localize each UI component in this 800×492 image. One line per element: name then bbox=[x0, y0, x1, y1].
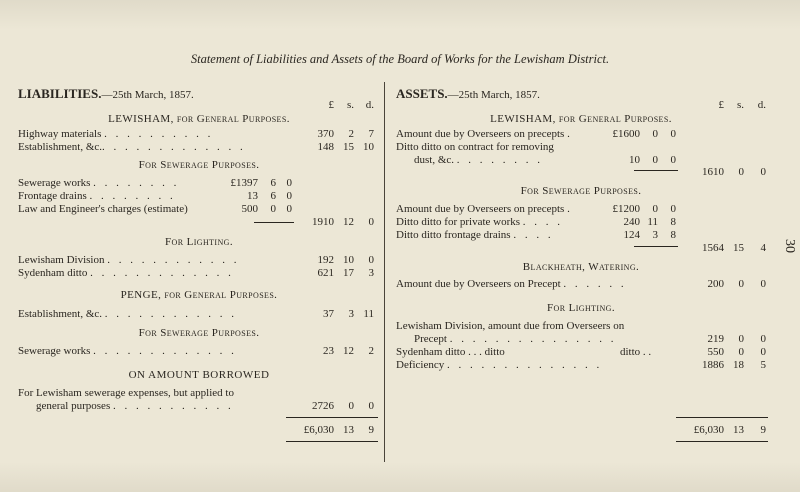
assets-sydenham-ditto: ditto bbox=[620, 346, 641, 358]
sewerage-total-shillings: 12 bbox=[343, 216, 354, 228]
blackheath-shillings: 0 bbox=[738, 278, 744, 290]
sewerage-works-pence: 0 bbox=[286, 177, 292, 189]
law-pence: 0 bbox=[286, 203, 292, 215]
lighting-line1: Lewisham Division, amount due from Overseers on bbox=[396, 320, 625, 332]
highway-pounds: 370 bbox=[317, 128, 334, 140]
col-pounds: £ bbox=[328, 99, 334, 111]
borrowed-shillings: 0 bbox=[348, 400, 354, 412]
assets-date: —25th March, 1857. bbox=[447, 89, 540, 101]
deficiency-pounds: 1886 bbox=[702, 359, 724, 371]
blackheath-pence: 0 bbox=[760, 278, 766, 290]
ditto-contract-pounds: 10 bbox=[629, 154, 640, 166]
lewisham-division-pence: 0 bbox=[368, 254, 374, 266]
private-works-pence: 8 bbox=[670, 216, 676, 228]
liabilities-total-pounds: £6,030 bbox=[303, 424, 334, 436]
private-works-label: Ditto ditto for private works . . . . bbox=[396, 216, 564, 228]
highway-text: Highway materials bbox=[18, 128, 102, 140]
ditto-contract-shillings: 0 bbox=[652, 154, 658, 166]
borrowed-line2: general purposes . . . . . . . . . . . bbox=[36, 400, 234, 412]
highway-pence: 7 bbox=[368, 128, 374, 140]
page-shading-bottom bbox=[0, 462, 800, 492]
assets-sydenham-pence: 0 bbox=[760, 346, 766, 358]
frontage-pounds: 13 bbox=[247, 190, 258, 202]
column-divider bbox=[384, 82, 385, 462]
assets-sewerage-total-shillings: 15 bbox=[733, 242, 744, 254]
penge-establishment-pounds: 37 bbox=[323, 308, 334, 320]
establishment-shillings: 15 bbox=[343, 141, 354, 153]
sewerage-works-label: Sewerage works . . . . . . . . bbox=[18, 177, 180, 189]
assets-total-rule-bottom bbox=[676, 441, 768, 442]
borrowed-pounds: 2726 bbox=[312, 400, 334, 412]
penge-establishment-text: Establishment, &c. bbox=[18, 308, 103, 320]
establishment-text: Establishment, &c. bbox=[18, 141, 103, 153]
assets-frontage-pence: 8 bbox=[670, 229, 676, 241]
ditto-contract-pence: 0 bbox=[670, 154, 676, 166]
establishment-pounds: 148 bbox=[317, 141, 334, 153]
sewerage-works-text: Sewerage works bbox=[18, 177, 91, 189]
penge-sewerage-label: Sewerage works . . . . . . . . . . . . . bbox=[18, 345, 237, 357]
sewerage-total-pounds: 1910 bbox=[312, 216, 334, 228]
sew-overseers-text: Amount due by Overseers on precepts bbox=[396, 203, 565, 215]
borrowed-line2-text: general purposes bbox=[36, 400, 111, 412]
sew-overseers-pounds: £1200 bbox=[612, 203, 640, 215]
deficiency-text: Deficiency bbox=[396, 359, 445, 371]
frontage-pence: 0 bbox=[286, 190, 292, 202]
page-number: 30 bbox=[782, 239, 797, 253]
page-title: Statement of Liabilities and Assets of the Board of Works for the Lewisham District. bbox=[190, 52, 610, 66]
penge-establishment-shillings: 3 bbox=[348, 308, 354, 320]
penge-sewerage-shillings: 12 bbox=[343, 345, 354, 357]
assets-col-shillings: s. bbox=[736, 99, 744, 111]
overseers-pounds: £1600 bbox=[612, 128, 640, 140]
lewisham-division-pounds: 192 bbox=[317, 254, 334, 266]
assets-total-rule-top bbox=[676, 417, 768, 418]
assets-frontage-pounds: 124 bbox=[623, 229, 640, 241]
general-total-pence: 0 bbox=[760, 166, 766, 178]
assets-lewisham-general-heading: LEWISHAM, for General Purposes. bbox=[490, 113, 672, 125]
assets-col-pence: d. bbox=[757, 99, 766, 111]
lighting-pounds: 219 bbox=[707, 333, 724, 345]
lighting-line2: Precept . . . . . . . . . . . . . . . bbox=[414, 333, 617, 345]
sydenham-pence: 3 bbox=[368, 267, 374, 279]
overseers-label: Amount due by Overseers on precepts . bbox=[396, 128, 570, 140]
penge-establishment-label: Establishment, &c. . . . . . . . . . . . . bbox=[18, 308, 238, 320]
assets-sydenham-pounds: 550 bbox=[707, 346, 724, 358]
deficiency-shillings: 18 bbox=[733, 359, 744, 371]
sew-overseers-pence: 0 bbox=[670, 203, 676, 215]
blackheath-text: Amount due by Overseers on Precept bbox=[396, 278, 561, 290]
sydenham-text: Sydenham ditto bbox=[18, 267, 88, 279]
lighting-heading: For Lighting. bbox=[165, 236, 233, 248]
lewisham-division-text: Lewisham Division bbox=[18, 254, 105, 266]
sydenham-shillings: 17 bbox=[343, 267, 354, 279]
penge-sewerage-pounds: 23 bbox=[323, 345, 334, 357]
general-total-pounds: 1610 bbox=[702, 166, 724, 178]
assets-sewerage-heading: For Sewerage Purposes. bbox=[520, 185, 642, 197]
sew-overseers-label: Amount due by Overseers on precepts . bbox=[396, 203, 570, 215]
total-rule-bottom bbox=[286, 441, 378, 442]
assets-frontage-label: Ditto ditto frontage drains . . . . bbox=[396, 229, 554, 241]
lewisham-general-heading: LEWISHAM, for General Purposes. bbox=[108, 113, 290, 125]
frontage-label: Frontage drains . . . . . . . . bbox=[18, 190, 176, 202]
lighting-shillings: 0 bbox=[738, 333, 744, 345]
private-works-shillings: 11 bbox=[647, 216, 658, 228]
ditto-contract-text: dust, &c. bbox=[414, 154, 455, 166]
assets-frontage-text: Ditto ditto frontage drains bbox=[396, 229, 511, 241]
assets-subtotal-rule-1 bbox=[634, 170, 678, 171]
deficiency-pence: 5 bbox=[760, 359, 766, 371]
page-shading-top bbox=[0, 0, 800, 30]
liabilities-date: —25th March, 1857. bbox=[101, 89, 194, 101]
assets-total-pounds: £6,030 bbox=[693, 424, 724, 436]
assets-total-pence: 9 bbox=[760, 424, 766, 436]
law-shillings: 0 bbox=[270, 203, 276, 215]
law-label: Law and Engineer's charges (estimate) bbox=[18, 203, 188, 215]
sewerage-total-pence: 0 bbox=[368, 216, 374, 228]
liabilities-total-shillings: 13 bbox=[343, 424, 354, 436]
private-works-pounds: 240 bbox=[623, 216, 640, 228]
liabilities-total-pence: 9 bbox=[368, 424, 374, 436]
liabilities-heading bbox=[18, 86, 194, 102]
lewisham-division-label: Lewisham Division . . . . . . . . . . . . bbox=[18, 254, 240, 266]
blackheath-label: Amount due by Overseers on Precept . . . . . . bbox=[396, 278, 627, 290]
sewerage-works-shillings: 6 bbox=[270, 177, 276, 189]
borrowed-line1: For Lewisham sewerage expenses, but applied to bbox=[18, 387, 234, 399]
overseers-pence: 0 bbox=[670, 128, 676, 140]
sewerage-works-pounds: £1397 bbox=[230, 177, 258, 189]
sewerage-heading: For Sewerage Purposes. bbox=[138, 159, 260, 171]
frontage-shillings: 6 bbox=[270, 190, 276, 202]
total-rule-top bbox=[286, 417, 378, 418]
subtotal-rule bbox=[254, 222, 294, 223]
col-shillings: s. bbox=[346, 99, 354, 111]
sew-overseers-shillings: 0 bbox=[652, 203, 658, 215]
establishment-pence: 10 bbox=[363, 141, 374, 153]
assets-frontage-shillings: 3 bbox=[652, 229, 658, 241]
penge-sewerage-pence: 2 bbox=[368, 345, 374, 357]
assets-total-shillings: 13 bbox=[733, 424, 744, 436]
assets-title: ASSETS. bbox=[396, 86, 448, 101]
law-pounds: 500 bbox=[241, 203, 258, 215]
private-works-text: Ditto ditto for private works bbox=[396, 216, 521, 228]
ditto-contract-line2: dust, &c. . . . . . . . . bbox=[414, 154, 544, 166]
lighting-line2-text: Precept bbox=[414, 333, 447, 345]
assets-heading bbox=[396, 86, 540, 102]
lighting-pence: 0 bbox=[760, 333, 766, 345]
penge-sewerage-text: Sewerage works bbox=[18, 345, 91, 357]
assets-sydenham-shillings: 0 bbox=[738, 346, 744, 358]
overseers-text: Amount due by Overseers on precepts bbox=[396, 128, 565, 140]
assets-sewerage-total-pence: 4 bbox=[760, 242, 766, 254]
highway-label: Highway materials . . . . . . . . . . bbox=[18, 128, 214, 140]
frontage-text: Frontage drains bbox=[18, 190, 87, 202]
penge-heading: PENGE, for General Purposes. bbox=[120, 289, 278, 301]
assets-sydenham-label: Sydenham ditto . . . ditto bbox=[396, 346, 505, 358]
assets-sewerage-total-pounds: 1564 bbox=[702, 242, 724, 254]
overseers-shillings: 0 bbox=[652, 128, 658, 140]
borrowed-heading: ON AMOUNT BORROWED bbox=[128, 369, 270, 381]
borrowed-pence: 0 bbox=[368, 400, 374, 412]
assets-sydenham-label2: ditto . . bbox=[620, 346, 652, 358]
penge-establishment-pence: 11 bbox=[363, 308, 374, 320]
general-total-shillings: 0 bbox=[738, 166, 744, 178]
sydenham-label: Sydenham ditto . . . . . . . . . . . . . bbox=[18, 267, 234, 279]
blackheath-pounds: 200 bbox=[707, 278, 724, 290]
penge-sewerage-heading: For Sewerage Purposes. bbox=[138, 327, 260, 339]
assets-subtotal-rule-2 bbox=[634, 246, 678, 247]
lewisham-division-shillings: 10 bbox=[343, 254, 354, 266]
assets-col-pounds: £ bbox=[718, 99, 724, 111]
col-pence: d. bbox=[365, 99, 374, 111]
establishment-label: Establishment, &c.. . . . . . . . . . . . . bbox=[18, 141, 246, 153]
sydenham-pounds: 621 bbox=[317, 267, 334, 279]
liabilities-title: LIABILITIES. bbox=[18, 86, 102, 101]
highway-shillings: 2 bbox=[348, 128, 354, 140]
deficiency-label: Deficiency . . . . . . . . . . . . . . bbox=[396, 359, 603, 371]
assets-lighting-heading: For Lighting. bbox=[547, 302, 615, 314]
blackheath-heading: Blackheath, Watering. bbox=[522, 261, 640, 273]
ditto-contract-line1: Ditto ditto on contract for removing bbox=[396, 141, 554, 153]
